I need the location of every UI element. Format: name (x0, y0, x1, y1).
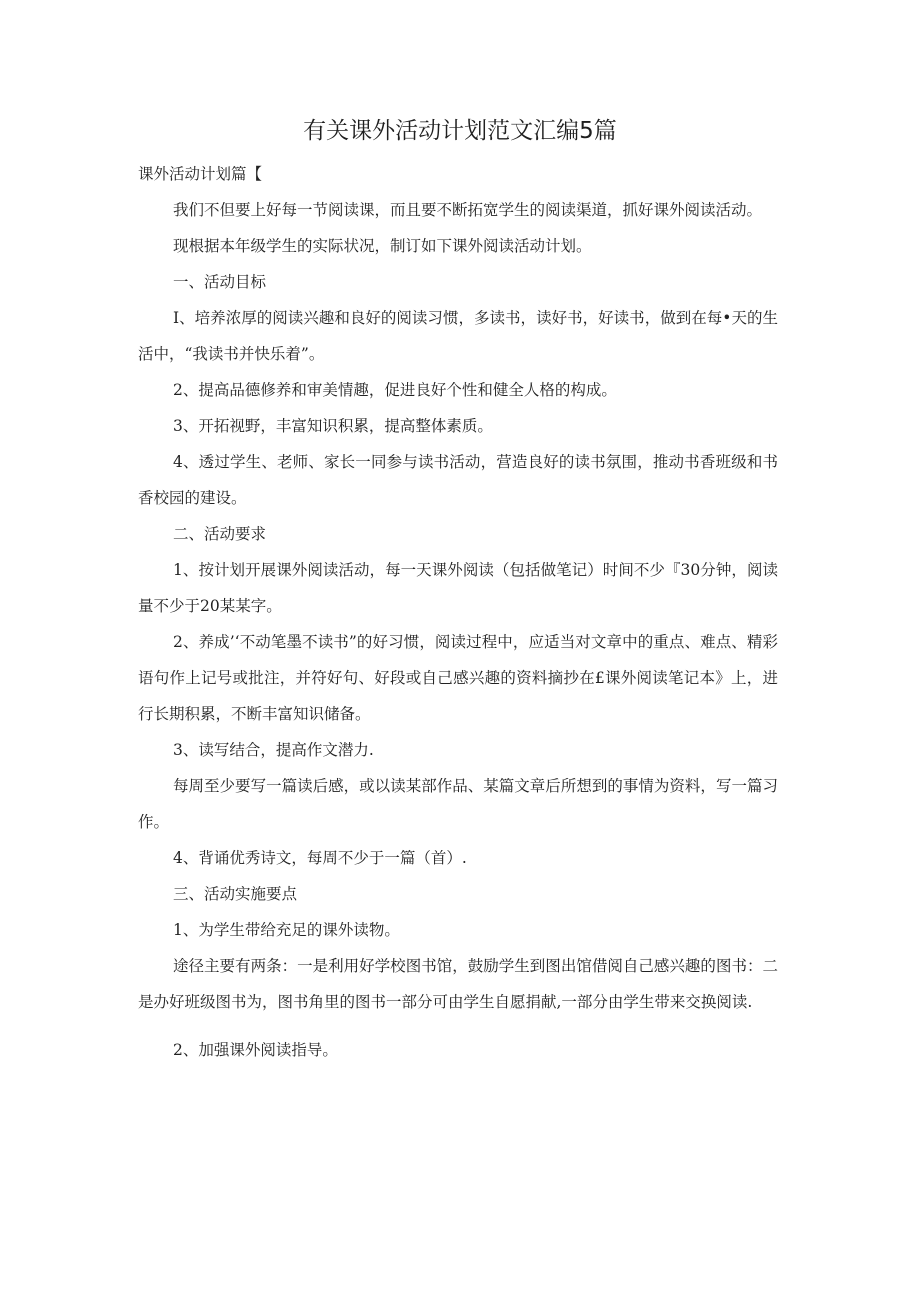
list-item: 3、开拓视野，丰富知识积累，提高整体素质。 (173, 417, 493, 435)
list-item: 2、养成’‘不动笔墨不读书”的好习惯，阅读过程中，应适当对文章中的重点、难点、精彩语句作上记号或批注，并符好句、好段或自己感兴趣的资料摘抄在£课外阅读笔记本》上，进行长期积累，不断丰富知识储备。 (138, 633, 778, 723)
list-item: 4、透过学生、老师、家长一同参与读书活动，营造良好的读书氛围，推动书香班级和书香校园的建设。 (138, 453, 778, 507)
paragraph: 现根据本年级学生的实际状况，制订如下课外阅读活动计划。 (173, 237, 592, 255)
paragraph: 途径主要有两条：一是利用好学校图书馆，鼓励学生到图出馆借阅自己感兴趣的图书：二是办好班级图书为，图书角里的图书一部分可由学生自愿捐献,一部分由学生带来交换阅读. (138, 957, 778, 1011)
paragraph: 我们不但要上好每一节阅读课，而且要不断拓宽学生的阅读渠道，抓好课外阅读活动。 (173, 201, 763, 219)
document-title: 有关课外活动计划范文汇编5篇 (303, 118, 617, 144)
subheading-requirements: 二、活动要求 (173, 525, 267, 543)
list-item: I、培养浓厚的阅读兴趣和良好的阅读习惯，多读书，读好书，好读书，做到在每•天的生活中，“我读书并快乐着”。 (138, 309, 778, 363)
subheading-implementation: 三、活动实施要点 (173, 885, 298, 903)
list-item: 3、读写结合，提高作文潜力. (173, 741, 374, 759)
list-item: 1、为学生带给充足的课外读物。 (173, 921, 400, 939)
document-body (138, 156, 778, 1068)
list-item: 4、背诵优秀诗文，每周不少于一篇（首）. (173, 849, 467, 867)
paragraph: 每周至少要写一篇读后感，或以读某部作品、某篇文章后所想到的事情为资料，写一篇习作。 (138, 777, 778, 831)
list-item: 1、按计划开展课外阅读活动，每一天课外阅读（包括做笔记）时间不少『30分钟，阅读量不少于20某某字。 (138, 561, 778, 615)
subheading-goals: 一、活动目标 (173, 273, 267, 291)
paragraph-spacer (138, 1020, 778, 1032)
list-item: 2、提高品德修养和审美情趣，促进良好个性和健全人格的构成。 (173, 381, 617, 399)
section-heading: 课外活动计划篇【 (138, 165, 263, 183)
list-item: 2、加强课外阅读指导。 (173, 1041, 338, 1059)
